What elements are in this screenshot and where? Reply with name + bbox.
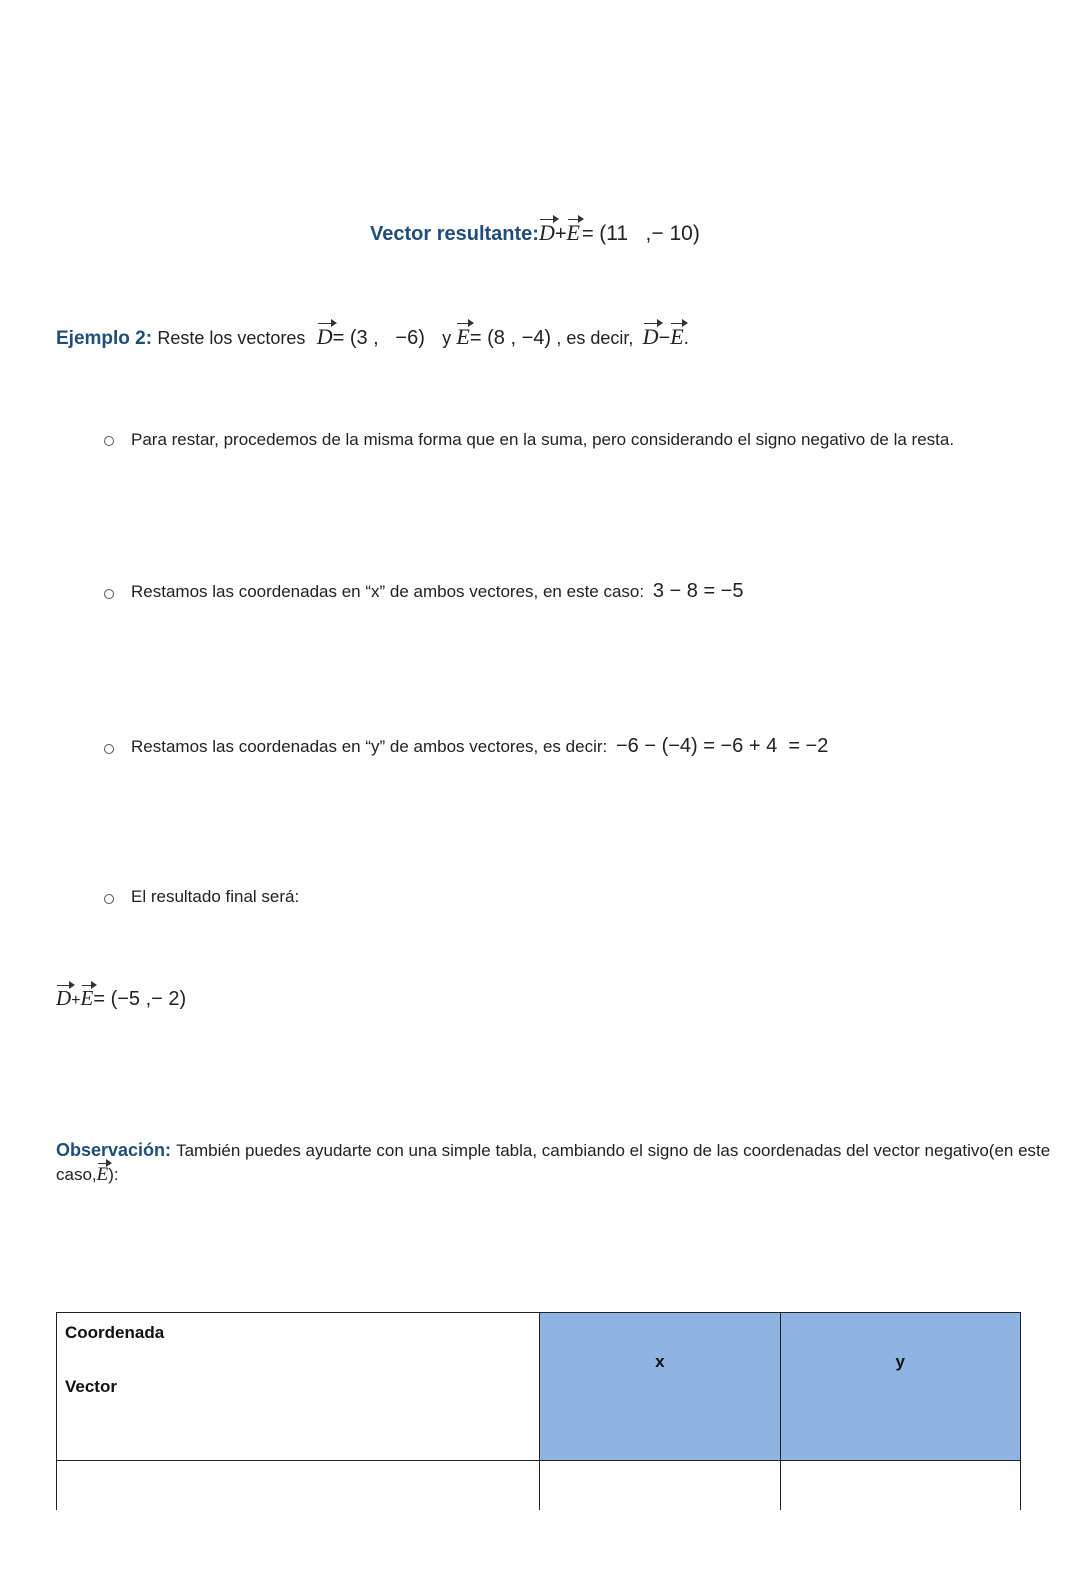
step-3-expression: −6 − (−4) = −6 + 4 = −2	[615, 735, 829, 757]
step-2-expression: 3 − 8 = −5	[652, 580, 744, 602]
observation-label: Observación:	[56, 1140, 172, 1160]
example2-line	[56, 324, 689, 350]
step-4-text: El resultado final será:	[131, 887, 300, 906]
vector-e-symbol: E	[566, 220, 580, 245]
corner-label-coordenada: Coordenada	[65, 1323, 165, 1342]
observation-end: ):	[108, 1165, 119, 1184]
header-x: x	[540, 1313, 780, 1461]
vector-e-value: = (8 , −4)	[469, 327, 552, 349]
vector-d-symbol: D	[56, 986, 72, 1010]
vector-d-symbol: D	[316, 324, 333, 349]
vector-e-symbol: E	[96, 1164, 109, 1185]
vector-d-symbol: D	[642, 324, 659, 349]
equals-sign: =	[581, 223, 594, 245]
vector-e-symbol: E	[670, 324, 684, 349]
step-2-line	[131, 580, 743, 603]
corner-label-vector: Vector	[65, 1377, 117, 1396]
minus-operator: −	[658, 327, 671, 349]
observation-line-1	[56, 1140, 1050, 1161]
example2-label: Ejemplo 2:	[56, 328, 153, 349]
observation-text: También puedes ayudarte con una simple tabla, cambiando el signo de las coordenadas del vector negativo(en este	[176, 1141, 1051, 1160]
bullet-icon	[104, 589, 114, 599]
vector-d-value: = (3 , −6)	[332, 327, 425, 349]
step-1-text: Para restar, procedemos de la misma forma que en la suma, pero considerando el signo negativo de la resta.	[131, 430, 955, 449]
observation-line-2	[56, 1164, 119, 1186]
resultant-line	[370, 220, 700, 246]
conjunction-y: y	[442, 328, 452, 348]
table-header-row	[57, 1313, 1021, 1461]
period: .	[683, 328, 689, 349]
observation-text-2: caso,	[56, 1165, 97, 1184]
final-value: = (−5 ,− 2)	[93, 988, 187, 1010]
resultant-value: (11 ,− 10)	[599, 222, 700, 245]
step-3-line	[131, 735, 828, 758]
example2-tail: , es decir,	[556, 328, 634, 348]
final-result	[56, 986, 186, 1011]
page-bottom-margin	[0, 1510, 1080, 1573]
example2-intro: Reste los vectores	[157, 328, 306, 348]
step-3-text: Restamos las coordenadas en “y” de ambos vectores, es decir:	[131, 737, 608, 756]
plus-operator: +	[554, 223, 567, 245]
bullet-icon	[104, 894, 114, 904]
plus-operator: +	[71, 992, 81, 1009]
bullet-icon	[104, 436, 114, 446]
resultant-label: Vector resultante:	[370, 223, 539, 245]
step-2-text: Restamos las coordenadas en “x” de ambos vectores, en este caso:	[131, 582, 645, 601]
corner-cell	[57, 1313, 540, 1461]
vector-e-symbol: E	[456, 324, 470, 349]
vector-e-symbol: E	[80, 986, 94, 1010]
bullet-icon	[104, 744, 114, 754]
vector-d-symbol: D	[538, 220, 555, 245]
coordinate-table	[56, 1312, 1021, 1531]
header-y: y	[780, 1313, 1020, 1461]
